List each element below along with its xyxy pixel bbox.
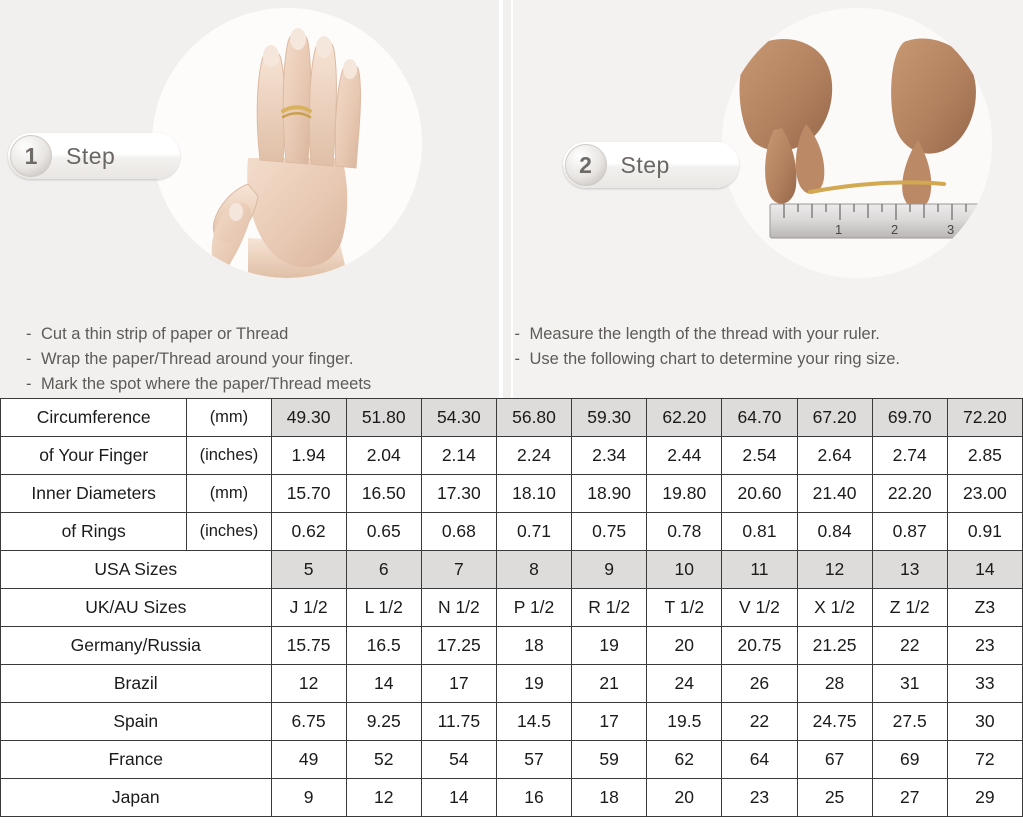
cell-fr-3: 57 — [496, 741, 571, 779]
cell-es-8: 27.5 — [872, 703, 947, 741]
cell-br-2: 17 — [421, 665, 496, 703]
row-label-spain: Spain — [1, 703, 272, 741]
cell-br-8: 31 — [872, 665, 947, 703]
step-2-panel — [511, 0, 1023, 398]
cell-de-1: 16.5 — [346, 627, 421, 665]
step-1-bullet-2 — [26, 347, 371, 372]
svg-text:2: 2 — [890, 222, 898, 237]
cell-es-6: 22 — [722, 703, 797, 741]
cell-diam-mm-6: 20.60 — [722, 475, 797, 513]
cell-diam-mm-1: 16.50 — [346, 475, 421, 513]
cell-jp-0: 9 — [271, 779, 346, 817]
cell-ukau-5: T 1/2 — [647, 589, 722, 627]
cell-ukau-9: Z3 — [947, 589, 1022, 627]
cell-ukau-2: N 1/2 — [421, 589, 496, 627]
cell-circ-in-0: 1.94 — [271, 437, 346, 475]
cell-circ-mm-0: 49.30 — [271, 399, 346, 437]
cell-circ-mm-1: 51.80 — [346, 399, 421, 437]
cell-de-7: 21.25 — [797, 627, 872, 665]
step-2-photo — [722, 8, 992, 278]
cell-diam-mm-8: 22.20 — [872, 475, 947, 513]
table-row — [1, 475, 1023, 513]
bullet-dash: - — [26, 350, 32, 368]
table-row — [1, 779, 1023, 817]
cell-jp-3: 16 — [496, 779, 571, 817]
cell-diam-mm-0: 15.70 — [271, 475, 346, 513]
cell-usa-7: 12 — [797, 551, 872, 589]
cell-ukau-1: L 1/2 — [346, 589, 421, 627]
step-1-panel — [0, 0, 511, 398]
cell-fr-7: 67 — [797, 741, 872, 779]
cell-br-1: 14 — [346, 665, 421, 703]
table-row — [1, 741, 1023, 779]
hand-measuring-thread-illustration — [722, 8, 992, 278]
cell-circ-in-6: 2.54 — [722, 437, 797, 475]
row-label-brazil: Brazil — [1, 665, 272, 703]
row-label-japan: Japan — [1, 779, 272, 817]
cell-diam-in-6: 0.81 — [722, 513, 797, 551]
cell-br-5: 24 — [647, 665, 722, 703]
cell-circ-in-1: 2.04 — [346, 437, 421, 475]
cell-fr-2: 54 — [421, 741, 496, 779]
step-1-photo — [152, 8, 422, 278]
cell-circ-in-8: 2.74 — [872, 437, 947, 475]
cell-ukau-8: Z 1/2 — [872, 589, 947, 627]
step-1-bullet-3 — [26, 372, 371, 397]
cell-diam-in-1: 0.65 — [346, 513, 421, 551]
bullet-dash: - — [514, 350, 520, 368]
cell-fr-1: 52 — [346, 741, 421, 779]
cell-usa-5: 10 — [647, 551, 722, 589]
cell-diam-mm-4: 18.90 — [572, 475, 647, 513]
cell-diam-in-9: 0.91 — [947, 513, 1022, 551]
cell-fr-9: 72 — [947, 741, 1022, 779]
cell-diam-in-2: 0.68 — [421, 513, 496, 551]
cell-usa-8: 13 — [872, 551, 947, 589]
cell-jp-7: 25 — [797, 779, 872, 817]
cell-circ-mm-9: 72.20 — [947, 399, 1022, 437]
cell-usa-3: 8 — [496, 551, 571, 589]
cell-usa-0: 5 — [271, 551, 346, 589]
unit-diameter-mm: (mm) — [187, 475, 271, 513]
cell-circ-mm-3: 56.80 — [496, 399, 571, 437]
cell-es-5: 19.5 — [647, 703, 722, 741]
panel-divider — [499, 0, 503, 398]
row-label-circumference-2: of Your Finger — [1, 437, 187, 475]
cell-usa-6: 11 — [722, 551, 797, 589]
cell-diam-mm-5: 19.80 — [647, 475, 722, 513]
cell-diam-in-5: 0.78 — [647, 513, 722, 551]
cell-fr-6: 64 — [722, 741, 797, 779]
step-2-badge — [563, 142, 739, 188]
table-row — [1, 399, 1023, 437]
cell-de-2: 17.25 — [421, 627, 496, 665]
cell-circ-mm-2: 54.30 — [421, 399, 496, 437]
cell-usa-2: 7 — [421, 551, 496, 589]
table-row — [1, 703, 1023, 741]
step-1-bullet-2-text: Wrap the paper/Thread around your finger. — [41, 350, 354, 368]
unit-circumference-inches: (inches) — [187, 437, 271, 475]
cell-br-4: 21 — [572, 665, 647, 703]
step-2-instructions — [515, 322, 901, 372]
cell-usa-4: 9 — [572, 551, 647, 589]
cell-es-3: 14.5 — [496, 703, 571, 741]
step-2-number: 2 — [565, 144, 607, 186]
cell-fr-5: 62 — [647, 741, 722, 779]
cell-de-3: 18 — [496, 627, 571, 665]
cell-fr-0: 49 — [271, 741, 346, 779]
cell-jp-4: 18 — [572, 779, 647, 817]
cell-ukau-3: P 1/2 — [496, 589, 571, 627]
cell-es-4: 17 — [572, 703, 647, 741]
cell-de-4: 19 — [572, 627, 647, 665]
cell-es-7: 24.75 — [797, 703, 872, 741]
cell-diam-in-7: 0.84 — [797, 513, 872, 551]
cell-de-6: 20.75 — [722, 627, 797, 665]
row-label-diameter-2: of Rings — [1, 513, 187, 551]
cell-jp-8: 27 — [872, 779, 947, 817]
row-label-uk-au: UK/AU Sizes — [1, 589, 272, 627]
bullet-dash: - — [514, 325, 520, 343]
step-1-bullet-3-text: Mark the spot where the paper/Thread meets — [41, 375, 372, 393]
unit-circumference-mm: (mm) — [187, 399, 271, 437]
cell-circ-in-5: 2.44 — [647, 437, 722, 475]
bullet-dash: - — [26, 325, 32, 343]
cell-usa-1: 6 — [346, 551, 421, 589]
cell-circ-in-9: 2.85 — [947, 437, 1022, 475]
ring-size-table — [0, 398, 1023, 817]
cell-circ-mm-8: 69.70 — [872, 399, 947, 437]
row-label-france: France — [1, 741, 272, 779]
table-row — [1, 513, 1023, 551]
cell-circ-in-3: 2.24 — [496, 437, 571, 475]
step-1-instructions — [26, 322, 371, 397]
cell-diam-in-4: 0.75 — [572, 513, 647, 551]
row-label-germany-russia: Germany/Russia — [1, 627, 272, 665]
cell-ukau-6: V 1/2 — [722, 589, 797, 627]
cell-es-1: 9.25 — [346, 703, 421, 741]
cell-diam-in-3: 0.71 — [496, 513, 571, 551]
cell-jp-1: 12 — [346, 779, 421, 817]
cell-fr-8: 69 — [872, 741, 947, 779]
cell-diam-in-8: 0.87 — [872, 513, 947, 551]
cell-circ-mm-7: 67.20 — [797, 399, 872, 437]
cell-jp-2: 14 — [421, 779, 496, 817]
step-1-photo-clip — [152, 8, 422, 278]
cell-circ-in-2: 2.14 — [421, 437, 496, 475]
row-label-diameter-1: Inner Diameters — [1, 475, 187, 513]
cell-ukau-7: X 1/2 — [797, 589, 872, 627]
table-row — [1, 627, 1023, 665]
cell-br-3: 19 — [496, 665, 571, 703]
cell-br-0: 12 — [271, 665, 346, 703]
cell-jp-5: 20 — [647, 779, 722, 817]
cell-circ-in-4: 2.34 — [572, 437, 647, 475]
cell-ukau-0: J 1/2 — [271, 589, 346, 627]
step-2-bullet-1 — [515, 322, 901, 347]
row-label-circumference-1: Circumference — [1, 399, 187, 437]
step-2-bullet-2-text: Use the following chart to determine your ring size. — [529, 350, 901, 368]
cell-jp-6: 23 — [722, 779, 797, 817]
table-row — [1, 665, 1023, 703]
cell-de-8: 22 — [872, 627, 947, 665]
step-1-bullet-1 — [26, 322, 371, 347]
unit-diameter-inches: (inches) — [187, 513, 271, 551]
cell-diam-mm-7: 21.40 — [797, 475, 872, 513]
cell-br-6: 26 — [722, 665, 797, 703]
ring-size-table-wrapper — [0, 398, 1023, 817]
cell-de-5: 20 — [647, 627, 722, 665]
step-2-photo-clip — [722, 8, 992, 278]
cell-circ-mm-6: 64.70 — [722, 399, 797, 437]
cell-diam-mm-2: 17.30 — [421, 475, 496, 513]
table-row — [1, 551, 1023, 589]
step-2-label: Step — [620, 151, 670, 178]
svg-text:1: 1 — [834, 222, 842, 237]
step-1-bullet-1-text: Cut a thin strip of paper or Thread — [41, 325, 289, 343]
steps-section — [0, 0, 1023, 398]
cell-circ-mm-4: 59.30 — [572, 399, 647, 437]
cell-es-0: 6.75 — [271, 703, 346, 741]
step-1-label: Step — [66, 142, 116, 169]
cell-ukau-4: R 1/2 — [572, 589, 647, 627]
cell-br-9: 33 — [947, 665, 1022, 703]
cell-es-9: 30 — [947, 703, 1022, 741]
cell-circ-in-7: 2.64 — [797, 437, 872, 475]
cell-br-7: 28 — [797, 665, 872, 703]
cell-usa-9: 14 — [947, 551, 1022, 589]
step-2-bullet-2 — [515, 347, 901, 372]
step-1-badge — [8, 133, 180, 179]
row-label-usa: USA Sizes — [1, 551, 272, 589]
cell-de-9: 23 — [947, 627, 1022, 665]
cell-circ-mm-5: 62.20 — [647, 399, 722, 437]
cell-de-0: 15.75 — [271, 627, 346, 665]
bullet-dash: - — [26, 375, 32, 393]
ring-size-table-body — [1, 399, 1023, 817]
cell-es-2: 11.75 — [421, 703, 496, 741]
cell-diam-in-0: 0.62 — [271, 513, 346, 551]
cell-diam-mm-9: 23.00 — [947, 475, 1022, 513]
table-row — [1, 589, 1023, 627]
cell-jp-9: 29 — [947, 779, 1022, 817]
hand-with-thread-illustration — [152, 8, 422, 278]
step-1-number: 1 — [10, 135, 52, 177]
cell-diam-mm-3: 18.10 — [496, 475, 571, 513]
step-2-bullet-1-text: Measure the length of the thread with your ruler. — [529, 325, 880, 343]
cell-fr-4: 59 — [572, 741, 647, 779]
svg-text:3: 3 — [946, 222, 954, 237]
table-row — [1, 437, 1023, 475]
